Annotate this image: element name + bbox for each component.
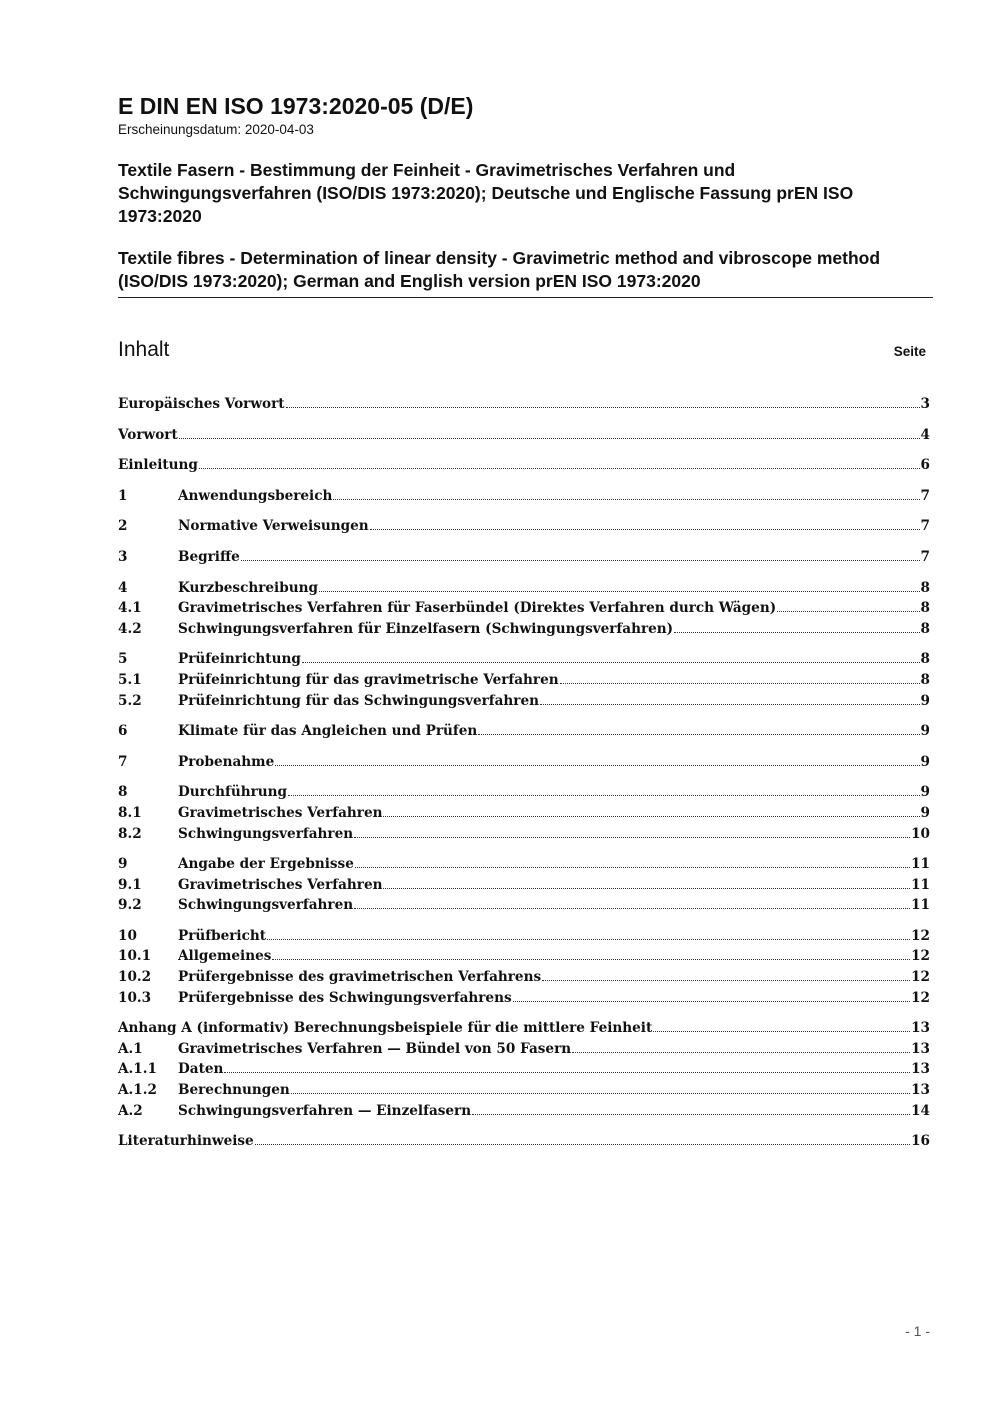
toc-entry-number: 3: [118, 548, 128, 565]
toc-entry-page: 9: [920, 723, 930, 740]
toc-entry-label: Durchführung: [178, 784, 288, 801]
toc-entry[interactable]: [118, 926, 930, 947]
toc-dot-leader: [540, 703, 920, 705]
toc-group: [118, 1018, 930, 1121]
toc-entry-page: 3: [920, 396, 930, 412]
toc-entry[interactable]: [118, 425, 930, 446]
toc-entry-page: 6: [920, 457, 930, 474]
toc-entry-page: 11: [911, 856, 930, 873]
toc-group: [118, 926, 930, 1008]
toc-entry[interactable]: [118, 782, 930, 803]
toc-entry-label: Gravimetrisches Verfahren: [178, 876, 383, 893]
toc-entry-page: 13: [911, 1040, 930, 1057]
toc-entry-number: A.1: [118, 1040, 143, 1057]
toc-group: [118, 516, 930, 537]
toc-entry-label: Prüfeinrichtung für das Schwingungsverfahren: [178, 692, 540, 709]
toc-dot-leader: [286, 406, 920, 408]
toc-dot-leader: [241, 559, 920, 561]
title-english: Textile fibres - Determination of linear density - Gravimetric method and vibroscope method (ISO/DIS 1973:2020); German and English version prEN ISO 1973:2020: [118, 248, 881, 291]
toc-entry[interactable]: [118, 1080, 930, 1101]
toc-dot-leader: [370, 528, 920, 530]
page-number: - 1 -: [905, 1323, 930, 1339]
toc-entry-page: 7: [920, 548, 930, 565]
toc-entry-label: Prüfergebnisse des gravimetrischen Verfahrens: [178, 969, 542, 986]
toc-entry-label: Kurzbeschreibung: [178, 579, 318, 596]
toc-entry-page: 13: [911, 1082, 930, 1099]
table-of-contents: [118, 394, 930, 1162]
toc-entry-label: Gravimetrisches Verfahren: [178, 804, 383, 821]
toc-group: [118, 394, 930, 415]
toc-entry-number: 8: [118, 784, 128, 801]
toc-entry-page: 9: [920, 784, 930, 801]
toc-entry-label: Probenahme: [178, 753, 275, 770]
toc-dot-leader: [199, 467, 920, 469]
toc-entry-page: 9: [920, 692, 930, 709]
toc-entry-page: 8: [920, 620, 930, 637]
toc-group: [118, 425, 930, 446]
toc-dot-leader: [383, 815, 919, 817]
toc-entry-label: Prüfergebnisse des Schwingungsverfahrens: [178, 989, 512, 1006]
toc-group: [118, 486, 930, 507]
toc-entry-number: 9.2: [118, 897, 142, 914]
toc-entry-number: 5.1: [118, 671, 142, 688]
toc-entry[interactable]: [118, 1101, 930, 1122]
toc-dot-leader: [333, 498, 919, 500]
toc-entry[interactable]: [118, 578, 930, 599]
toc-entry-page: 10: [911, 825, 930, 842]
toc-entry[interactable]: [118, 824, 930, 845]
toc-entry-page: 12: [911, 948, 930, 965]
toc-entry-number: 10.3: [118, 989, 152, 1006]
toc-group: [118, 649, 930, 711]
toc-entry[interactable]: [118, 895, 930, 916]
toc-dot-leader: [777, 610, 919, 612]
toc-entry-number: 10: [118, 927, 137, 944]
toc-group: [118, 1131, 930, 1152]
toc-entry-number: 8.2: [118, 825, 142, 842]
toc-entry[interactable]: [118, 967, 930, 988]
toc-entry-label: Gravimetrisches Verfahren für Faserbündel (Direktes Verfahren durch Wägen): [178, 600, 777, 617]
toc-dot-leader: [267, 938, 910, 940]
toc-dot-leader: [355, 866, 910, 868]
toc-entry[interactable]: [118, 691, 930, 712]
toc-entry-number: 1: [118, 487, 128, 504]
toc-entry-label: Literaturhinweise: [118, 1133, 254, 1150]
toc-entry-page: 12: [911, 969, 930, 986]
toc-entry[interactable]: [118, 875, 930, 896]
toc-dot-leader: [272, 958, 910, 960]
toc-title: Inhalt: [118, 338, 170, 361]
toc-dot-leader: [653, 1030, 910, 1032]
document-header: [118, 92, 933, 293]
toc-entry-number: A.1.2: [118, 1082, 157, 1099]
toc-entry-page: 14: [911, 1102, 930, 1119]
toc-dot-leader: [224, 1071, 910, 1073]
toc-entry-page: 8: [920, 600, 930, 617]
toc-dot-leader: [383, 887, 910, 889]
toc-entry-number: 4.1: [118, 600, 142, 617]
toc-entry[interactable]: [118, 455, 930, 476]
toc-entry-number: 10.2: [118, 969, 152, 986]
toc-dot-leader: [674, 631, 919, 633]
toc-entry-label: Anhang A (informativ) Berechnungsbeispiele für die mittlere Feinheit: [118, 1020, 653, 1037]
toc-entry-label: Europäisches Vorwort: [118, 396, 285, 412]
toc-dot-leader: [513, 1000, 910, 1002]
toc-entry-page: 4: [920, 426, 930, 443]
toc-entry-page: 16: [911, 1133, 930, 1150]
toc-dot-leader: [179, 437, 920, 439]
toc-entry[interactable]: [118, 547, 930, 568]
toc-entry[interactable]: [118, 946, 930, 967]
toc-entry-label: Schwingungsverfahren für Einzelfasern (Schwingungsverfahren): [178, 620, 674, 637]
toc-entry-number: 5.2: [118, 692, 142, 709]
toc-group: [118, 752, 930, 773]
toc-dot-leader: [472, 1113, 910, 1115]
toc-dot-leader: [560, 682, 920, 684]
toc-entry-number: A.2: [118, 1102, 143, 1119]
toc-dot-leader: [319, 590, 920, 592]
toc-entry-number: 5: [118, 651, 128, 668]
toc-entry-label: Normative Verweisungen: [178, 518, 369, 535]
toc-group: [118, 721, 930, 742]
toc-entry-page: 11: [911, 897, 930, 914]
toc-entry-page: 13: [911, 1020, 930, 1037]
toc-dot-leader: [542, 979, 910, 981]
toc-entry-number: 10.1: [118, 948, 152, 965]
toc-entry-page: 7: [920, 518, 930, 535]
toc-page-column-label: Seite: [893, 344, 926, 359]
toc-entry[interactable]: [118, 394, 930, 415]
toc-entry[interactable]: [118, 619, 930, 640]
toc-entry-number: A.1.1: [118, 1061, 157, 1078]
toc-entry-label: Einleitung: [118, 457, 198, 474]
toc-entry-number: 7: [118, 753, 128, 770]
toc-entry-number: 6: [118, 723, 128, 740]
toc-dot-leader: [291, 1092, 910, 1094]
toc-dot-leader: [478, 733, 919, 735]
toc-entry[interactable]: [118, 721, 930, 742]
toc-entry-label: Prüfbericht: [178, 927, 267, 944]
toc-entry[interactable]: [118, 670, 930, 691]
toc-entry-label: Schwingungsverfahren: [178, 897, 354, 914]
toc-entry-label: Begriffe: [178, 548, 240, 565]
toc-group: [118, 578, 930, 640]
toc-entry-page: 13: [911, 1061, 930, 1078]
toc-entry-page: 8: [920, 651, 930, 668]
toc-entry[interactable]: [118, 649, 930, 670]
toc-entry[interactable]: [118, 752, 930, 773]
toc-entry-label: Prüfeinrichtung: [178, 651, 301, 668]
toc-entry-number: 9.1: [118, 876, 142, 893]
toc-entry-label: Vorwort: [118, 426, 178, 443]
toc-entry-page: 8: [920, 579, 930, 596]
toc-entry[interactable]: [118, 1131, 930, 1152]
toc-entry-label: Berechnungen: [178, 1082, 290, 1099]
toc-entry-page: 11: [911, 876, 930, 893]
toc-group: [118, 854, 930, 916]
toc-entry-label: Daten: [178, 1061, 224, 1078]
toc-header: [118, 338, 926, 362]
toc-entry-page: 9: [920, 804, 930, 821]
toc-entry-page: 7: [920, 487, 930, 504]
toc-entry-number: 8.1: [118, 804, 142, 821]
toc-entry[interactable]: [118, 598, 930, 619]
toc-entry[interactable]: [118, 854, 930, 875]
toc-entry-label: Gravimetrisches Verfahren — Bündel von 50 Fasern: [178, 1040, 572, 1057]
toc-entry-page: 12: [911, 927, 930, 944]
toc-entry[interactable]: [118, 988, 930, 1009]
toc-dot-leader: [288, 794, 919, 796]
toc-entry[interactable]: [118, 803, 930, 824]
toc-entry[interactable]: [118, 516, 930, 537]
toc-entry[interactable]: [118, 1039, 930, 1060]
toc-entry[interactable]: [118, 1018, 930, 1039]
toc-dot-leader: [275, 764, 919, 766]
toc-entry-label: Allgemeines: [178, 948, 272, 965]
toc-entry-label: Prüfeinrichtung für das gravimetrische Verfahren: [178, 671, 559, 688]
toc-entry-label: Klimate für das Angleichen und Prüfen: [178, 723, 478, 740]
toc-entry-number: 2: [118, 518, 128, 535]
toc-dot-leader: [354, 907, 910, 909]
publication-date: Erscheinungsdatum: 2020-04-03: [118, 122, 314, 137]
toc-entry[interactable]: [118, 1059, 930, 1080]
toc-group: [118, 455, 930, 476]
toc-dot-leader: [255, 1143, 910, 1145]
toc-entry-page: 9: [920, 753, 930, 770]
toc-entry-page: 12: [911, 989, 930, 1006]
toc-dot-leader: [302, 661, 920, 663]
toc-dot-leader: [572, 1051, 910, 1053]
toc-entry-number: 4.2: [118, 620, 142, 637]
title-german: Textile Fasern - Bestimmung der Feinheit - Gravimetrisches Verfahren und Schwingungsverfahren (ISO/DIS 1973:2020); Deutsche und Englische Fassung prEN ISO 1973:2020: [118, 160, 854, 226]
toc-entry-label: Anwendungsbereich: [178, 487, 333, 504]
toc-group: [118, 547, 930, 568]
toc-entry-number: 4: [118, 579, 128, 596]
document-id: E DIN EN ISO 1973:2020-05 (D/E): [118, 93, 474, 119]
toc-group: [118, 782, 930, 844]
toc-entry-page: 8: [920, 671, 930, 688]
header-divider: [118, 297, 933, 298]
toc-entry-label: Schwingungsverfahren — Einzelfasern: [178, 1102, 472, 1119]
toc-dot-leader: [354, 836, 910, 838]
toc-entry[interactable]: [118, 486, 930, 507]
toc-entry-label: Schwingungsverfahren: [178, 825, 354, 842]
toc-entry-label: Angabe der Ergebnisse: [178, 856, 354, 873]
toc-entry-number: 9: [118, 856, 128, 873]
